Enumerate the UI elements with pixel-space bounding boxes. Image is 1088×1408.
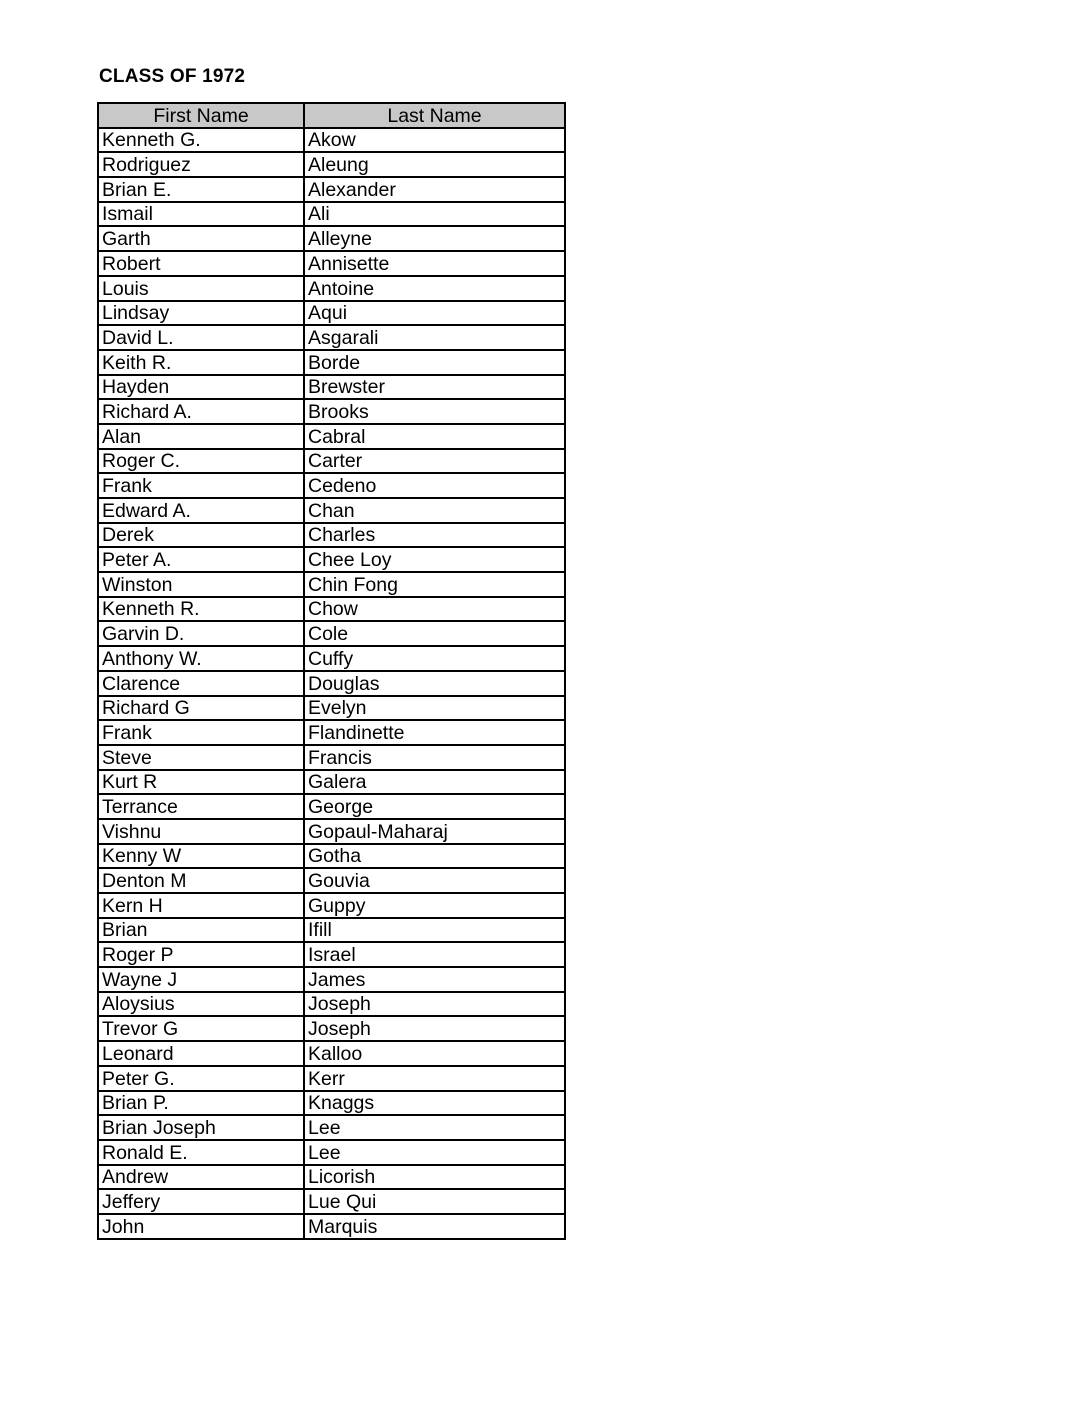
table-row xyxy=(98,1091,565,1116)
table-row xyxy=(98,202,565,227)
last-name-cell: Ifill xyxy=(304,918,565,943)
table-row xyxy=(98,1115,565,1140)
table-row xyxy=(98,942,565,967)
first-name-cell: Anthony W. xyxy=(98,646,304,671)
first-name-cell: Derek xyxy=(98,523,304,548)
first-name-cell: Frank xyxy=(98,473,304,498)
last-name-cell: Antoine xyxy=(304,276,565,301)
last-name-cell: Lee xyxy=(304,1115,565,1140)
first-name-cell: Brian xyxy=(98,918,304,943)
table-row xyxy=(98,1189,565,1214)
last-name-cell: Flandinette xyxy=(304,720,565,745)
last-name-cell: Alleyne xyxy=(304,226,565,251)
last-name-cell: Borde xyxy=(304,350,565,375)
first-name-cell: Roger C. xyxy=(98,449,304,474)
last-name-cell: Gouvia xyxy=(304,868,565,893)
first-name-cell: Keith R. xyxy=(98,350,304,375)
first-name-cell: David L. xyxy=(98,325,304,350)
last-name-cell: Brewster xyxy=(304,375,565,400)
last-name-cell: Alexander xyxy=(304,177,565,202)
last-name-cell: Lue Qui xyxy=(304,1189,565,1214)
first-name-cell: Denton M xyxy=(98,868,304,893)
last-name-cell: Marquis xyxy=(304,1214,565,1239)
last-name-cell: Douglas xyxy=(304,671,565,696)
last-name-cell: Kerr xyxy=(304,1066,565,1091)
last-name-cell: Aqui xyxy=(304,301,565,326)
first-name-cell: Richard A. xyxy=(98,399,304,424)
last-name-cell: Knaggs xyxy=(304,1091,565,1116)
table-row xyxy=(98,597,565,622)
last-name-cell: Cabral xyxy=(304,424,565,449)
last-name-cell: Lee xyxy=(304,1140,565,1165)
last-name-cell: Chan xyxy=(304,498,565,523)
table-row xyxy=(98,152,565,177)
table-row xyxy=(98,226,565,251)
table-row xyxy=(98,1140,565,1165)
table-row xyxy=(98,794,565,819)
first-name-cell: Steve xyxy=(98,745,304,770)
last-name-cell: George xyxy=(304,794,565,819)
table-row xyxy=(98,325,565,350)
last-name-cell: Annisette xyxy=(304,251,565,276)
last-name-cell: Joseph xyxy=(304,992,565,1017)
table-row xyxy=(98,819,565,844)
first-name-cell: Andrew xyxy=(98,1165,304,1190)
table-row xyxy=(98,177,565,202)
first-name-cell: Edward A. xyxy=(98,498,304,523)
first-name-cell: Ismail xyxy=(98,202,304,227)
first-name-cell: Aloysius xyxy=(98,992,304,1017)
last-name-cell: Carter xyxy=(304,449,565,474)
first-name-cell: Terrance xyxy=(98,794,304,819)
first-name-cell: Kenny W xyxy=(98,844,304,869)
table-row xyxy=(98,473,565,498)
table-header-row xyxy=(98,103,565,128)
last-name-cell: Asgarali xyxy=(304,325,565,350)
table-row xyxy=(98,646,565,671)
last-name-cell: Joseph xyxy=(304,1016,565,1041)
page-title: CLASS OF 1972 xyxy=(99,66,246,87)
first-name-cell: Louis xyxy=(98,276,304,301)
first-name-cell: Peter A. xyxy=(98,547,304,572)
table-body xyxy=(98,128,565,1239)
last-name-cell: Brooks xyxy=(304,399,565,424)
table-row xyxy=(98,992,565,1017)
last-name-cell: Israel xyxy=(304,942,565,967)
table-row xyxy=(98,399,565,424)
last-name-cell: Cole xyxy=(304,621,565,646)
last-name-cell: Charles xyxy=(304,523,565,548)
first-name-cell: John xyxy=(98,1214,304,1239)
last-name-cell: Evelyn xyxy=(304,696,565,721)
first-name-cell: Brian Joseph xyxy=(98,1115,304,1140)
first-name-cell: Garvin D. xyxy=(98,621,304,646)
last-name-cell: Aleung xyxy=(304,152,565,177)
first-name-cell: Peter G. xyxy=(98,1066,304,1091)
first-name-cell: Clarence xyxy=(98,671,304,696)
first-name-cell: Leonard xyxy=(98,1041,304,1066)
table-row xyxy=(98,1016,565,1041)
last-name-cell: Ali xyxy=(304,202,565,227)
table-row xyxy=(98,449,565,474)
table-row xyxy=(98,251,565,276)
first-name-cell: Rodriguez xyxy=(98,152,304,177)
last-name-cell: Chow xyxy=(304,597,565,622)
table-row xyxy=(98,745,565,770)
column-header-last-name: Last Name xyxy=(304,103,565,128)
table-row xyxy=(98,720,565,745)
table-row xyxy=(98,572,565,597)
table-row xyxy=(98,671,565,696)
first-name-cell: Kenneth G. xyxy=(98,128,304,153)
first-name-cell: Jeffery xyxy=(98,1189,304,1214)
table-row xyxy=(98,696,565,721)
column-header-first-name: First Name xyxy=(98,103,304,128)
first-name-cell: Ronald E. xyxy=(98,1140,304,1165)
last-name-cell: Licorish xyxy=(304,1165,565,1190)
first-name-cell: Trevor G xyxy=(98,1016,304,1041)
table-row xyxy=(98,868,565,893)
last-name-cell: Akow xyxy=(304,128,565,153)
last-name-cell: Gopaul-Maharaj xyxy=(304,819,565,844)
first-name-cell: Richard G xyxy=(98,696,304,721)
table-row xyxy=(98,621,565,646)
first-name-cell: Alan xyxy=(98,424,304,449)
first-name-cell: Kenneth R. xyxy=(98,597,304,622)
class-roster-table xyxy=(97,102,566,1240)
first-name-cell: Winston xyxy=(98,572,304,597)
table-row xyxy=(98,375,565,400)
first-name-cell: Vishnu xyxy=(98,819,304,844)
table-row xyxy=(98,301,565,326)
table-row xyxy=(98,523,565,548)
first-name-cell: Roger P xyxy=(98,942,304,967)
table-row xyxy=(98,498,565,523)
last-name-cell: Kalloo xyxy=(304,1041,565,1066)
table-row xyxy=(98,1066,565,1091)
table-row xyxy=(98,424,565,449)
table-row xyxy=(98,967,565,992)
last-name-cell: Cuffy xyxy=(304,646,565,671)
first-name-cell: Frank xyxy=(98,720,304,745)
table-row xyxy=(98,1165,565,1190)
first-name-cell: Lindsay xyxy=(98,301,304,326)
first-name-cell: Wayne J xyxy=(98,967,304,992)
first-name-cell: Brian E. xyxy=(98,177,304,202)
last-name-cell: Chin Fong xyxy=(304,572,565,597)
table-row xyxy=(98,128,565,153)
table-row xyxy=(98,770,565,795)
table-row xyxy=(98,276,565,301)
first-name-cell: Kern H xyxy=(98,893,304,918)
last-name-cell: Chee Loy xyxy=(304,547,565,572)
table-row xyxy=(98,918,565,943)
first-name-cell: Brian P. xyxy=(98,1091,304,1116)
last-name-cell: Galera xyxy=(304,770,565,795)
table-row xyxy=(98,844,565,869)
first-name-cell: Garth xyxy=(98,226,304,251)
last-name-cell: Francis xyxy=(304,745,565,770)
table-row xyxy=(98,547,565,572)
first-name-cell: Kurt R xyxy=(98,770,304,795)
last-name-cell: James xyxy=(304,967,565,992)
table-row xyxy=(98,893,565,918)
table-row xyxy=(98,1041,565,1066)
first-name-cell: Hayden xyxy=(98,375,304,400)
last-name-cell: Gotha xyxy=(304,844,565,869)
last-name-cell: Guppy xyxy=(304,893,565,918)
table-row xyxy=(98,1214,565,1239)
table-row xyxy=(98,350,565,375)
last-name-cell: Cedeno xyxy=(304,473,565,498)
first-name-cell: Robert xyxy=(98,251,304,276)
